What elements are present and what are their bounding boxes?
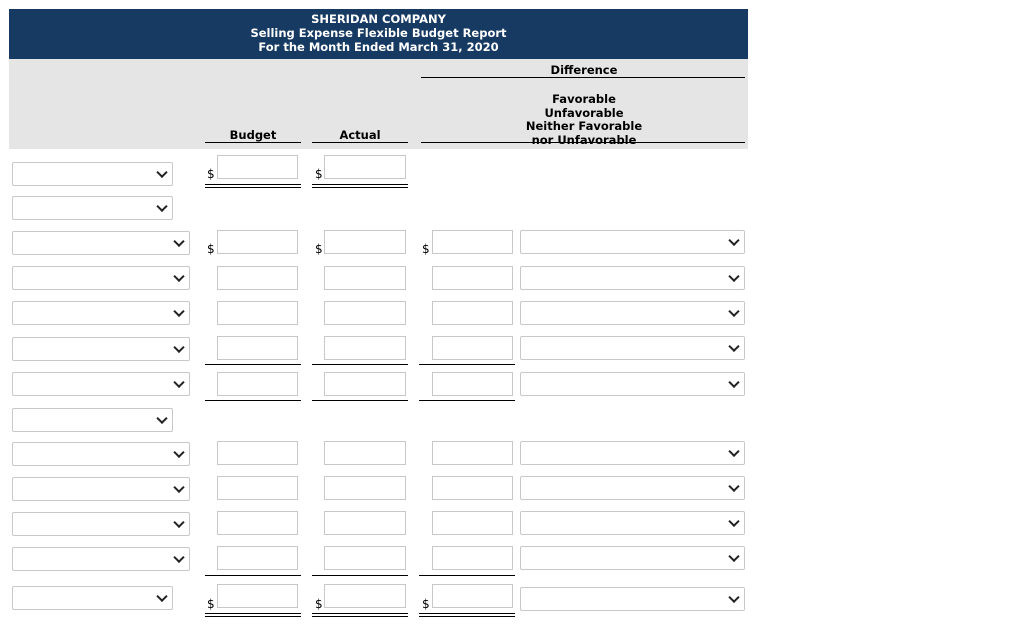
subtotal-underline [205, 575, 301, 576]
dollar-sign: $ [315, 167, 323, 181]
row1-budget-input[interactable] [217, 155, 298, 179]
row13-expense-select[interactable] [12, 586, 173, 610]
row4-expense-select[interactable] [12, 266, 190, 290]
double-underline [312, 613, 408, 617]
row10-status-select[interactable] [520, 476, 745, 500]
row13-budget-input[interactable] [217, 584, 298, 608]
row5-actual-input[interactable] [324, 301, 406, 325]
subtotal-underline [312, 575, 408, 576]
row4-budget-input[interactable] [217, 266, 298, 290]
row4-difference-input[interactable] [432, 266, 513, 290]
row12-difference-input[interactable] [432, 546, 513, 570]
report-period: For the Month Ended March 31, 2020 [258, 40, 499, 54]
row5-budget-input[interactable] [217, 301, 298, 325]
chevron-down-icon [728, 481, 739, 492]
chevron-down-icon [173, 342, 184, 353]
budget-heading-rule [205, 142, 301, 143]
difference-heading: Difference [550, 63, 618, 77]
total-underline [205, 400, 301, 401]
dollar-sign: $ [315, 597, 323, 611]
row9-expense-select[interactable] [12, 442, 190, 466]
row11-expense-select[interactable] [12, 512, 190, 536]
chevron-down-icon [173, 306, 184, 317]
row6-budget-input[interactable] [217, 336, 298, 360]
dollar-sign: $ [422, 597, 430, 611]
row4-actual-input[interactable] [324, 266, 406, 290]
chevron-down-icon [728, 271, 739, 282]
neither-text: Neither Favorable [525, 119, 643, 134]
row13-status-select[interactable] [520, 587, 745, 611]
chevron-down-icon [173, 236, 184, 247]
row9-actual-input[interactable] [324, 441, 406, 465]
row6-expense-select[interactable] [12, 337, 190, 361]
row8-expense-select[interactable] [12, 408, 173, 432]
chevron-down-icon [728, 377, 739, 388]
row6-status-select[interactable] [520, 336, 745, 360]
row2-expense-select[interactable] [12, 196, 173, 220]
double-underline [312, 184, 408, 188]
difference-status-rule [421, 142, 745, 143]
chevron-down-icon [156, 591, 167, 602]
row11-difference-input[interactable] [432, 511, 513, 535]
actual-heading-rule [312, 142, 408, 143]
chevron-down-icon [728, 341, 739, 352]
chevron-down-icon [173, 271, 184, 282]
chevron-down-icon [728, 516, 739, 527]
row11-status-select[interactable] [520, 511, 745, 535]
row9-status-select[interactable] [520, 441, 745, 465]
subtotal-underline [205, 364, 301, 365]
row12-expense-select[interactable] [12, 547, 190, 571]
total-underline [419, 400, 515, 401]
row9-difference-input[interactable] [432, 441, 513, 465]
chevron-down-icon [728, 235, 739, 246]
total-underline [312, 400, 408, 401]
chevron-down-icon [173, 377, 184, 388]
subtotal-underline [419, 364, 515, 365]
chevron-down-icon [156, 167, 167, 178]
row10-budget-input[interactable] [217, 476, 298, 500]
row11-actual-input[interactable] [324, 511, 406, 535]
favorable-text: Favorable [552, 92, 616, 106]
dollar-sign: $ [207, 242, 215, 256]
subtotal-underline [419, 575, 515, 576]
double-underline [205, 184, 301, 188]
chevron-down-icon [173, 517, 184, 528]
dollar-sign: $ [422, 242, 430, 256]
actual-heading: Actual [339, 128, 381, 142]
dollar-sign: $ [207, 167, 215, 181]
row5-status-select[interactable] [520, 301, 745, 325]
row9-budget-input[interactable] [217, 441, 298, 465]
chevron-down-icon [173, 447, 184, 458]
row6-actual-input[interactable] [324, 336, 406, 360]
row7-actual-input[interactable] [324, 372, 406, 396]
row12-actual-input[interactable] [324, 546, 406, 570]
row10-actual-input[interactable] [324, 476, 406, 500]
double-underline [419, 613, 515, 617]
subtotal-underline [312, 364, 408, 365]
chevron-down-icon [156, 201, 167, 212]
row3-budget-input[interactable] [217, 230, 298, 254]
row3-actual-input[interactable] [324, 230, 406, 254]
report-title: Selling Expense Flexible Budget Report [250, 26, 507, 40]
row10-expense-select[interactable] [12, 477, 190, 501]
unfavorable-text: Unfavorable [544, 105, 624, 120]
report-header [9, 9, 748, 59]
chevron-down-icon [728, 306, 739, 317]
row7-status-select[interactable] [520, 372, 745, 396]
row7-budget-input[interactable] [217, 372, 298, 396]
row13-difference-input[interactable] [432, 584, 513, 608]
row1-actual-input[interactable] [324, 155, 406, 179]
row4-status-select[interactable] [520, 266, 745, 290]
dollar-sign: $ [207, 597, 215, 611]
row7-expense-select[interactable] [12, 372, 190, 396]
chevron-down-icon [173, 552, 184, 563]
difference-options-legend [421, 93, 747, 147]
budget-heading: Budget [229, 128, 277, 142]
row3-difference-input[interactable] [432, 230, 513, 254]
row1-expense-select[interactable] [12, 162, 173, 186]
row3-status-select[interactable] [520, 230, 745, 254]
row13-actual-input[interactable] [324, 584, 406, 608]
dollar-sign: $ [315, 242, 323, 256]
chevron-down-icon [728, 446, 739, 457]
row6-difference-input[interactable] [432, 336, 513, 360]
chevron-down-icon [728, 592, 739, 603]
nor-unfavorable-text: nor Unfavorable [531, 132, 637, 147]
row5-expense-select[interactable] [12, 301, 190, 325]
row7-difference-input[interactable] [432, 372, 513, 396]
chevron-down-icon [173, 482, 184, 493]
double-underline [205, 613, 301, 617]
chevron-down-icon [728, 551, 739, 562]
row3-expense-select[interactable] [12, 231, 190, 255]
company-name: SHERIDAN COMPANY [311, 12, 446, 26]
row11-budget-input[interactable] [217, 511, 298, 535]
row12-status-select[interactable] [520, 546, 745, 570]
chevron-down-icon [156, 413, 167, 424]
difference-heading-rule [421, 77, 745, 78]
row12-budget-input[interactable] [217, 546, 298, 570]
row10-difference-input[interactable] [432, 476, 513, 500]
row5-difference-input[interactable] [432, 301, 513, 325]
